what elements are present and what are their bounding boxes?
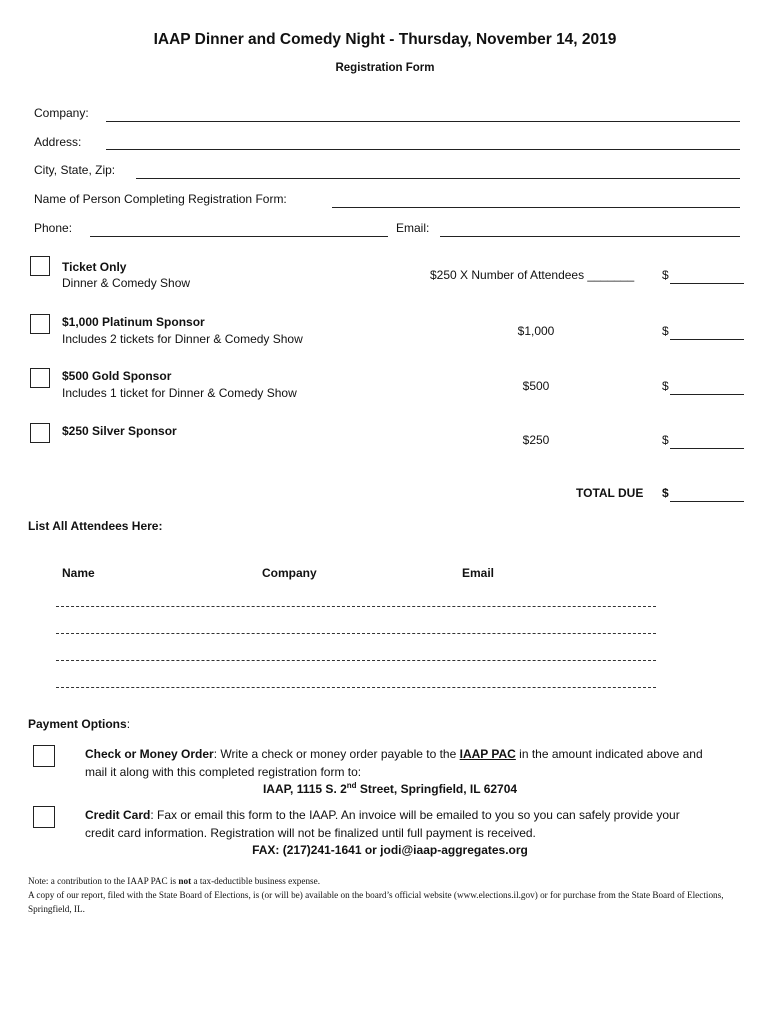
credit-card-desc: : Fax or email this form to the IAAP. An invoice will be emailed to you so you can safely provide your credit card information. Registration will not be finalized until full payment is received. bbox=[85, 808, 680, 840]
column-company: Company bbox=[262, 566, 317, 580]
credit-card-title: Credit Card bbox=[85, 808, 151, 822]
gold-sponsor-checkbox[interactable] bbox=[30, 368, 50, 388]
option-description: Includes 2 tickets for Dinner & Comedy Show bbox=[62, 332, 303, 346]
address-part-a: IAAP, 1115 S. 2 bbox=[262, 782, 347, 796]
payment-heading bbox=[28, 717, 130, 731]
iaap-pac-link: IAAP PAC bbox=[459, 747, 516, 761]
amount-dollar: $ bbox=[662, 268, 669, 282]
option-title: $500 Gold Sponsor bbox=[62, 369, 172, 383]
option-price: $500 bbox=[522, 379, 550, 393]
report-note: A copy of our report, filed with the State Board of Elections, is (or will be) available on the board’s official website (www.elections.il.gov) or for purchase from the State Board of Elections, Springfield, IL. bbox=[28, 890, 724, 914]
email-field[interactable] bbox=[440, 236, 740, 237]
check-payment-desc-a: : Write a check or money order payable to the bbox=[213, 747, 460, 761]
attendees-heading: List All Attendees Here: bbox=[28, 519, 163, 533]
credit-card-checkbox[interactable] bbox=[33, 806, 55, 828]
phone-label: Phone: bbox=[34, 221, 73, 235]
address-label: Address: bbox=[34, 135, 82, 149]
payment-heading-colon: : bbox=[126, 717, 131, 731]
ticket-only-checkbox[interactable] bbox=[30, 256, 50, 276]
company-field[interactable] bbox=[106, 121, 740, 122]
address-sup: nd bbox=[346, 781, 357, 790]
address-field[interactable] bbox=[106, 149, 740, 150]
page-subtitle: Registration Form bbox=[335, 62, 435, 74]
tax-note bbox=[28, 874, 758, 888]
option-title: $250 Silver Sponsor bbox=[62, 424, 177, 438]
amount-field[interactable] bbox=[670, 339, 744, 340]
amount-field[interactable] bbox=[670, 283, 744, 284]
option-price: $1,000 bbox=[517, 324, 555, 338]
check-payment-desc-b: in the amount indicated above and mail it along with this completed registration form to: bbox=[85, 747, 703, 779]
phone-field[interactable] bbox=[90, 236, 388, 237]
column-name: Name bbox=[62, 566, 95, 580]
mailing-address bbox=[85, 781, 695, 796]
attendee-line[interactable] bbox=[56, 633, 656, 634]
column-email: Email bbox=[462, 566, 495, 580]
option-title: Ticket Only bbox=[62, 260, 127, 274]
option-title: $1,000 Platinum Sponsor bbox=[62, 315, 205, 329]
credit-card-text bbox=[85, 806, 705, 842]
amount-dollar: $ bbox=[662, 433, 669, 447]
amount-field[interactable] bbox=[670, 394, 744, 395]
company-label: Company: bbox=[34, 106, 89, 120]
option-price: $250 X Number of Attendees _______ bbox=[430, 268, 635, 282]
amount-dollar: $ bbox=[662, 379, 669, 393]
check-payment-text bbox=[85, 745, 705, 781]
email-label: Email: bbox=[396, 221, 430, 235]
attendee-line[interactable] bbox=[56, 687, 656, 688]
platinum-sponsor-checkbox[interactable] bbox=[30, 314, 50, 334]
fax-email-contact: FAX: (217)241-1641 or jodi@iaap-aggregates.org bbox=[252, 843, 528, 857]
total-amount-field[interactable] bbox=[670, 501, 744, 502]
silver-sponsor-checkbox[interactable] bbox=[30, 423, 50, 443]
option-price: $250 bbox=[522, 433, 550, 447]
amount-dollar: $ bbox=[662, 324, 669, 338]
total-dollar: $ bbox=[662, 486, 669, 500]
person-name-field[interactable] bbox=[332, 207, 740, 208]
address-part-b: Street, Springfield, IL 62704 bbox=[356, 782, 518, 796]
option-description: Includes 1 ticket for Dinner & Comedy Show bbox=[62, 386, 297, 400]
option-description: Dinner & Comedy Show bbox=[62, 276, 191, 290]
person-name-label: Name of Person Completing Registration Form: bbox=[34, 192, 287, 206]
total-due-label: TOTAL DUE bbox=[576, 486, 644, 500]
attendee-line[interactable] bbox=[56, 660, 656, 661]
tax-note-a: Note: a contribution to the IAAP PAC is bbox=[28, 876, 179, 886]
attendee-line[interactable] bbox=[56, 606, 656, 607]
city-state-zip-field[interactable] bbox=[136, 178, 740, 179]
page-title: IAAP Dinner and Comedy Night - Thursday, November 14, 2019 bbox=[153, 31, 617, 48]
check-payment-checkbox[interactable] bbox=[33, 745, 55, 767]
tax-note-not: not bbox=[178, 876, 192, 886]
amount-field[interactable] bbox=[670, 448, 744, 449]
city-state-zip-label: City, State, Zip: bbox=[34, 163, 116, 177]
check-payment-title: Check or Money Order bbox=[85, 747, 214, 761]
payment-heading-text: Payment Options bbox=[28, 717, 127, 731]
tax-note-c: a tax-deductible business expense. bbox=[191, 876, 321, 886]
